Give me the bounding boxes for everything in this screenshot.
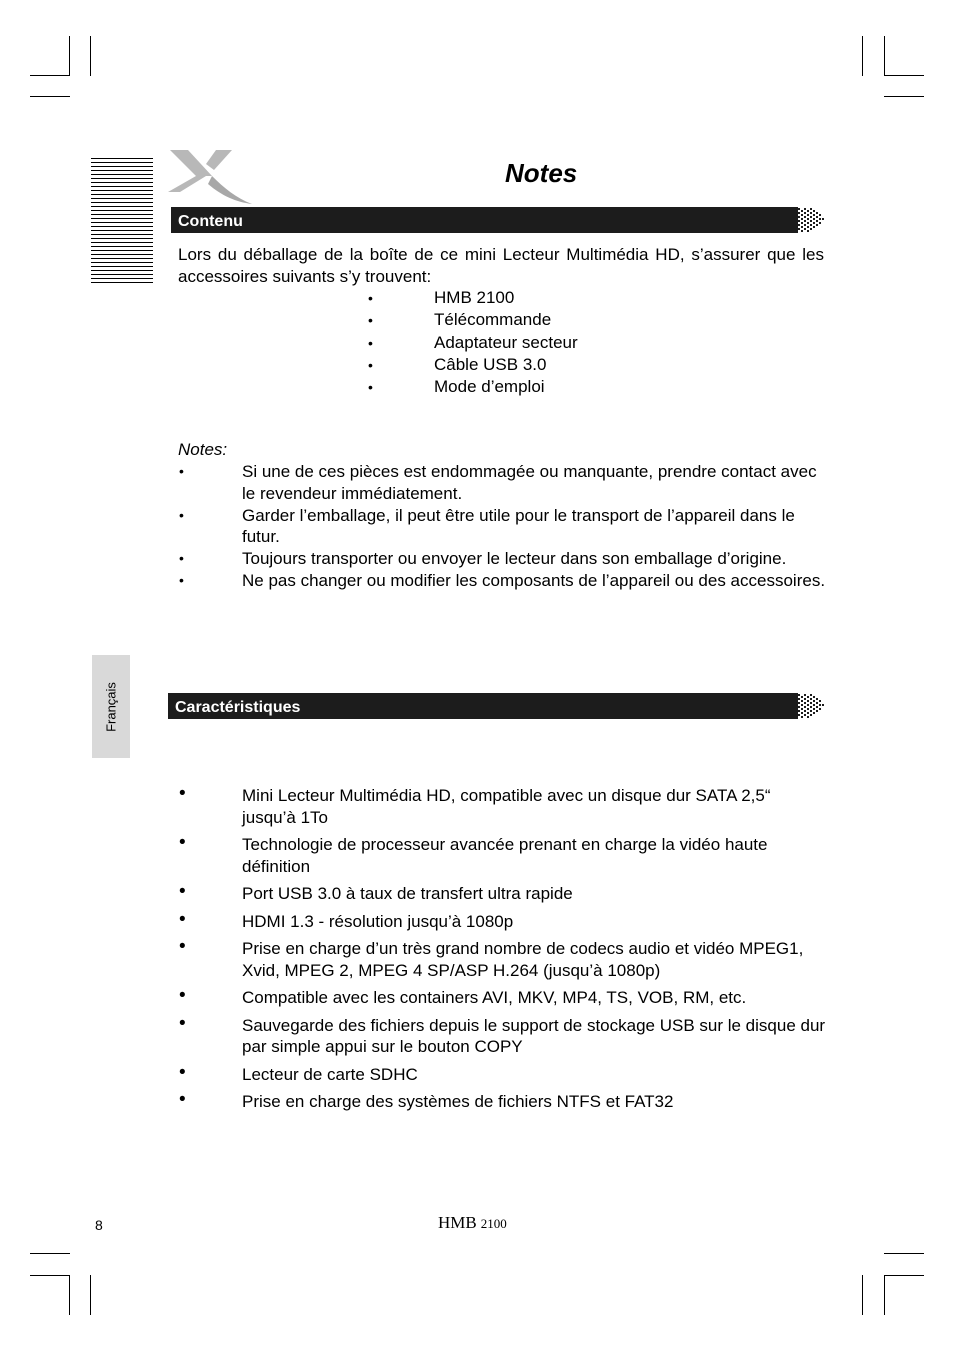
x-logo-icon (166, 148, 256, 213)
crop-mark (69, 36, 70, 76)
bullet-icon: • (179, 783, 186, 804)
crop-mark (884, 36, 885, 76)
bullet-icon: • (179, 881, 186, 902)
halftone-decoration-icon (792, 693, 826, 719)
list-item: • Compatible avec les containers AVI, MKV, MP4, TS, VOB, RM, etc. (179, 985, 747, 1007)
bullet-icon: • (179, 506, 184, 523)
notes-list (179, 461, 827, 592)
language-tab (92, 655, 130, 758)
language-label: Français (103, 681, 119, 732)
bullet-icon: • (179, 832, 186, 853)
section-header-features (168, 693, 826, 719)
features-list (179, 785, 827, 1119)
model-brand: HMB (438, 1213, 477, 1232)
bullet-icon: • (179, 985, 186, 1006)
crop-mark (90, 1275, 91, 1315)
bullet-icon: • (179, 1061, 186, 1083)
model-number: 2100 (480, 1216, 507, 1231)
bullet-icon: • (368, 356, 373, 373)
list-item: • Prise en charge des systèmes de fichiers NTFS et FAT32 (179, 1089, 674, 1111)
list-item: • Technologie de processeur avancée prenant en charge la vidéo haute définition (179, 832, 768, 876)
bullet-icon: • (368, 379, 373, 396)
crop-mark (884, 1253, 924, 1254)
crop-mark (884, 1275, 924, 1276)
section-title: Caractéristiques (175, 699, 301, 716)
crop-mark (30, 96, 70, 97)
bullet-icon: • (179, 550, 184, 566)
list-item: • Sauvegarde des fichiers depuis le support de stockage USB sur le disque dur par simple appui sur le bouton COPY (179, 1012, 826, 1056)
list-item: • Si une de ces pièces est endommagée ou manquante, prendre contact avec le revendeur immédiatement. (179, 462, 817, 503)
crop-mark (69, 1275, 70, 1315)
bullet-icon: • (179, 572, 184, 588)
bullet-icon: • (179, 463, 184, 479)
crop-mark (884, 1275, 885, 1315)
bullet-icon: • (179, 908, 186, 930)
list-item: • Toujours transporter ou envoyer le lecteur dans son emballage d’origine. (179, 549, 787, 568)
section-title: Contenu (178, 213, 243, 230)
crop-mark (30, 75, 69, 76)
crop-mark (884, 75, 924, 76)
list-item: • Prise en charge d’un très grand nombre de codecs audio et vidéo MPEG1, Xvid, MPEG 2, MPEG 4 SP/ASP H.264 (jusqu’à 1080p) (179, 936, 804, 980)
bullet-icon: • (179, 1012, 186, 1034)
page-number: 8 (95, 1217, 103, 1233)
crop-mark (884, 96, 924, 97)
list-item: • Port USB 3.0 à taux de transfert ultra rapide (179, 881, 573, 903)
halftone-decoration-icon (792, 207, 826, 233)
crop-mark (30, 1253, 70, 1254)
bullet-icon: • (368, 312, 373, 329)
crop-mark (90, 36, 91, 76)
list-item: • Lecteur de carte SDHC (179, 1061, 418, 1084)
model-name (438, 1213, 507, 1233)
decorative-stripes (91, 158, 153, 284)
page-title: Notes (505, 158, 578, 188)
crop-mark (862, 36, 863, 76)
list-item: • Garder l’emballage, il peut être utile pour le transport de l’appareil dans le futur. (179, 505, 795, 546)
bullet-icon: • (179, 1089, 186, 1110)
section-header-contents (171, 207, 826, 233)
notes-label: Notes: (178, 440, 228, 459)
intro-paragraph: Lors du déballage de la boîte de ce mini Lecteur Multimédia HD, s’assurer que les accessoires suivants s’y trouvent: (178, 245, 824, 286)
list-item: • Ne pas changer ou modifier les composants de l’appareil ou des accessoires. (179, 571, 826, 590)
bullet-icon: • (179, 936, 186, 957)
crop-mark (30, 1275, 69, 1276)
crop-mark (862, 1275, 863, 1315)
list-item: • HDMI 1.3 - résolution jusqu’à 1080p (179, 908, 514, 931)
list-item: • Mini Lecteur Multimédia HD, compatible avec un disque dur SATA 2,5“ jusqu’à 1To (179, 783, 771, 827)
bullet-icon: • (368, 290, 373, 306)
bullet-icon: • (368, 334, 373, 351)
